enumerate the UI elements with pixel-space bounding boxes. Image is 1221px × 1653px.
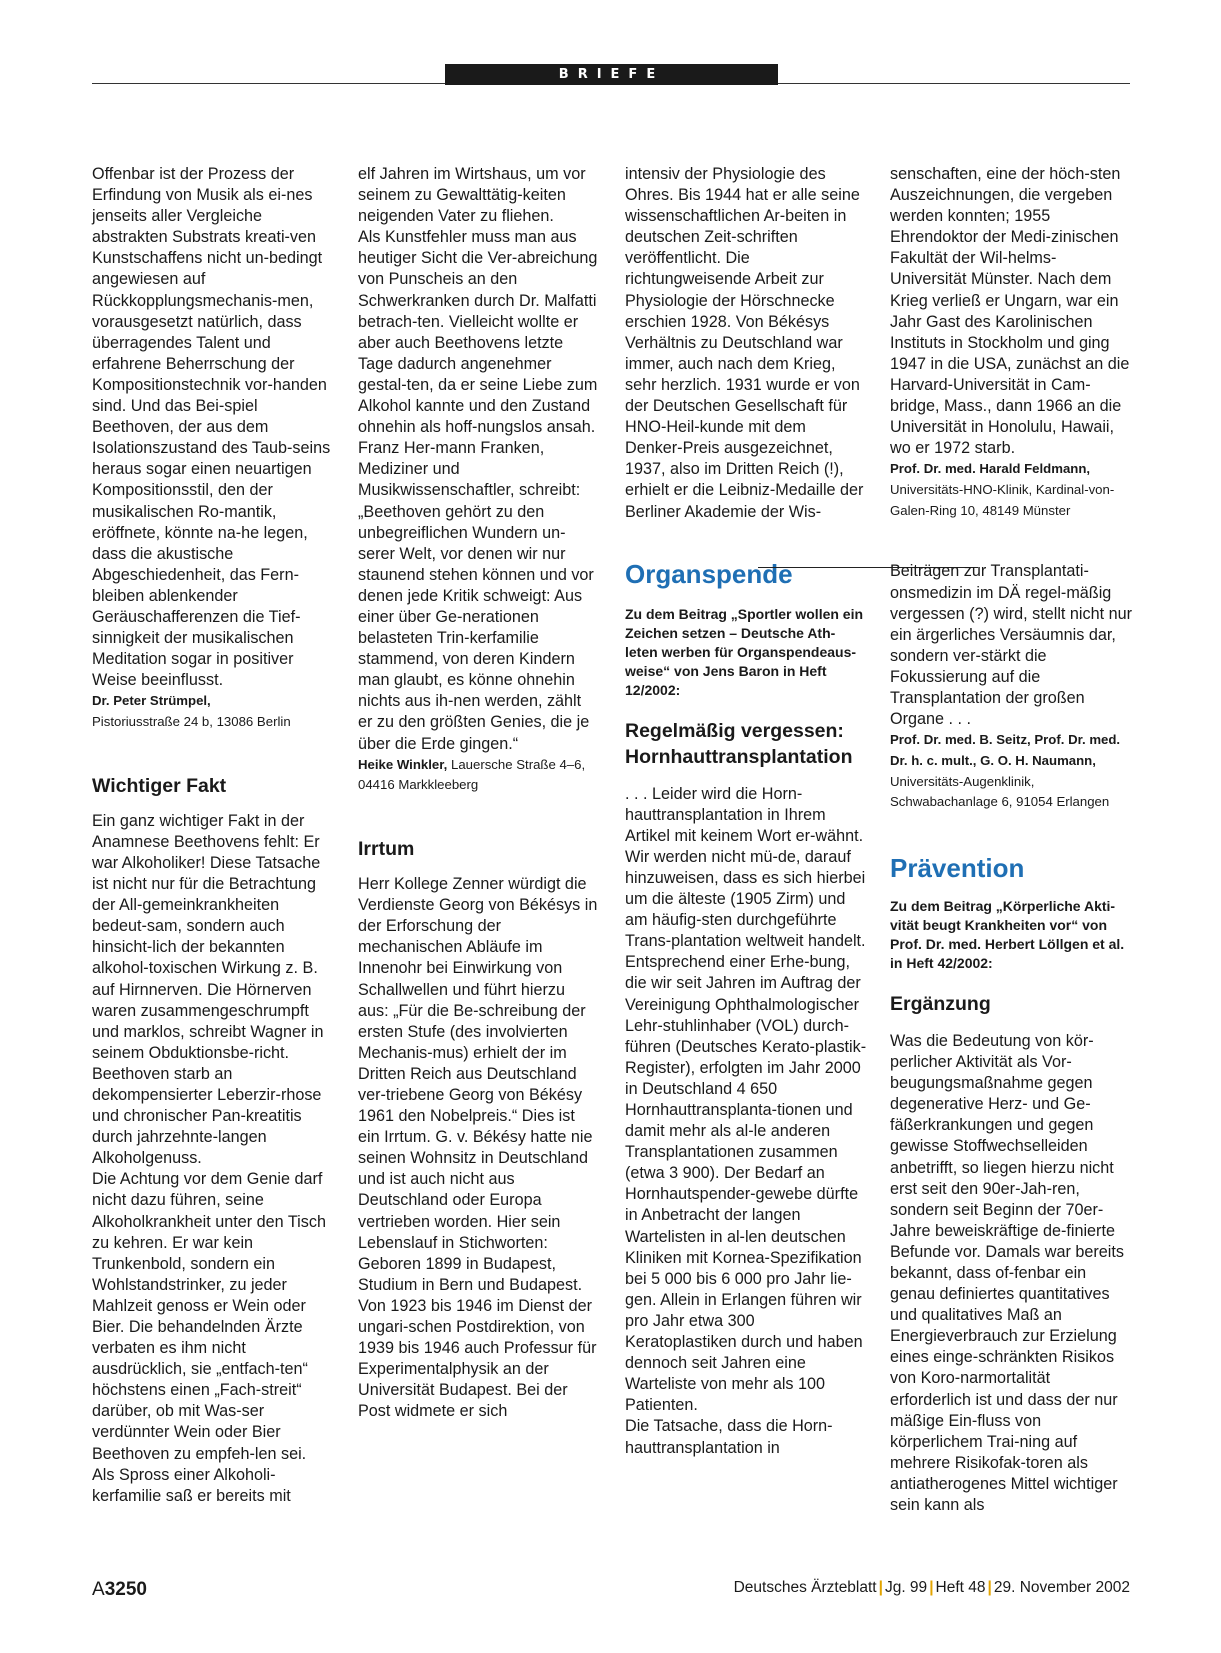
letter-text: Beiträgen zur Transplantati-onsmedizin im DÄ regel-mäßig vergessen (?) wird, stellt nicht nur ein ärgerliches Versäumnis dar, sondern ver-stärkt die Fokussierung auf die Transplantation der großen Organe . . . <box>890 562 1133 729</box>
journal-issue: Heft 48 <box>935 1579 986 1596</box>
letter-text: Herr Kollege Zenner würdigt die Verdienste Georg von Békésys in der Erforschung der mechanischen Abläufe im Innenohr bei Einwirkung von Schallwellen und führt hierzu aus: „Für die Be-schreibung der ersten Stufe (des involvierten Mechanis-mus) erhielt der im Dritten Reich aus Deutschland ver-triebene Georg von Békésy 1961 den Nobelpreis.“ Dies ist ein Irrtum. G. v. Békésy hatte nie seinen Wohnsitz in Deutschland und ist auch nicht aus Deutschland oder Europa vertrieben worden. Hier sein Lebenslauf in Stichworten: Geboren 1899 in Budapest, Studium in Bern und Budapest. Von 1923 bis 1946 im Dienst der ungari-schen Postdirektion, von 1939 bis 1946 auch Professur für Experimentalphysik an der Universität Budapest. Bei der Post widmete er sich <box>358 875 598 1421</box>
page-number-value: 3250 <box>104 1579 147 1600</box>
intro-reference: Zu dem Beitrag „Körperliche Akti-vität beugt Krankheiten vor“ von Prof. Dr. med. Herbert Löllgen et al. in Heft 42/2002: <box>890 897 1125 971</box>
footer-separator: | <box>878 1579 883 1596</box>
heading-wichtiger-fakt: Wichtiger Fakt <box>92 774 227 797</box>
author-address: Lauersche Straße 4–6, 04416 Markkleeberg <box>358 756 586 793</box>
quote-text: „Beethoven gehört zu den unbegreiflichen Wundern un-serer Welt, vor denen wir nur staunend stehen können und vor denen jede Kritik schweigt: Aus einer über Ge-nerationen belasteten Trin-kerfamilie stammend, von deren Kindern man glaubt, es könne ohnehin nichts aus ih-nen werden, zählt er zu den größten Genies, die je über die Erde gingen.“ <box>358 502 594 753</box>
author-address: Pistoriusstraße 24 b, 13086 Berlin <box>92 714 291 730</box>
signature <box>92 691 334 732</box>
letter-text: Was die Bedeutung von kör-perlicher Aktivität als Vor-beugungsmaßnahme gegen degenerative Herz- und Ge-fäßerkrankungen und gegen gewisse Stoffwechselleiden anbetrifft, so liegen hierzu nicht erst seit den 90er-Jah-ren, sondern seit Beginn der 70er-Jahre beweiskräftige de-finierte Befunde vor. Damals war bereits bekannt, dass of-fenbar ein genau definiertes quantitatives und qualitatives Maß an Energieverbrauch zur Erzielung eines einge-schränkten Risikos von Koro-narmortalität erforderlich ist und dass der nur mäßige Ein-fluss von körperlichem Trai-ning auf mehrere Risikofak-toren als antiatherogenes Mittel wichtiger sein kann als <box>890 1031 1124 1515</box>
section-header: BRIEFE <box>445 64 778 85</box>
author-name: Heike Winkler, <box>358 756 448 772</box>
journal-footer <box>734 1579 1130 1597</box>
journal-name: Deutsches Ärzteblatt <box>733 1579 877 1596</box>
letter-text: Ein ganz wichtiger Fakt in der Anamnese Beethovens fehlt: Er war Alkoholiker! Diese Tatsache ist nicht nur für die Betrachtung der All-gemeinkrankheiten bedeut-sam, sondern auch hinsicht-lich der bekannten alkohol-toxischen Wirkung z. B. auf Hirnnerven. Die Hörnerven waren zusammengeschrumpft und marklos, schreibt Wagner in seinem Obduktionsbe-richt. Beethoven starb an dekompensierter Leberzir-rhose und chronischer Pan-kreatitis durch jahrzehnte-langen Alkoholgenuss. <box>92 811 324 1168</box>
letter-text: senschaften, eine der höch-sten Auszeichnungen, die vergeben werden konnten; 1955 Ehrendoktor der Medi-zinischen Fakultät der Wil-helms-Universität Münster. Nach dem Krieg verließ er Ungarn, war ein Jahr Gast des Karolinischen Instituts in Stockholm und ging 1947 in die USA, zunächst an die Harvard-Universität in Cam-bridge, Mass., dann 1966 an die Universität in Honolulu, Hawaii, wo er 1972 starb. <box>890 165 1130 458</box>
column-4 <box>890 164 1132 1516</box>
author-name: Dr. Peter Strümpel, <box>92 693 211 709</box>
letter-text: . . . Leider wird die Horn-hauttransplantation in Ihrem Artikel mit keinem Wort er-wähnt. Wir werden nicht mü-de, darauf hinzuweisen, dass es sich hierbei um die älteste (1905 Zirm) und am häufig-sten durchgeführte Trans-plantation weltweit handelt. Entsprechend einer Erhe-bung, die wir seit Jahren im Auftrag der Vereinigung Ophthalmologischer Lehr-stuhlinhaber (VOL) durch-führen (Deutsches Kerato-plastik-Register), erfolgten im Jahr 2000 in Deutschland 4 650 Hornhauttransplanta-tionen und damit mehr als al-le anderen Transplantationen zusammen (etwa 3 900). Der Bedarf an Hornhautspender-gewebe dürfte in Anbetracht der langen Wartelisten in al-len deutschen Kliniken mit Kornea-Spezifikation bei 5 000 bis 6 000 pro Jahr lie-gen. Allein in Erlangen führen wir pro Jahr etwa 300 Keratoplastiken durch und haben dennoch seit Jahren eine Warteliste von mehr als 100 Patienten. <box>625 784 867 1415</box>
journal-date: 29. November 2002 <box>993 1579 1130 1596</box>
heading-ergaenzung: Ergänzung <box>890 992 991 1015</box>
author-address: Universitäts-Augenklinik, Schwabachanlage 6, 91054 Erlangen <box>890 773 1110 810</box>
author-address: Universitäts-HNO-Klinik, Kardinal-von-Galen-Ring 10, 48149 Münster <box>890 482 1115 518</box>
letter-text: Die Achtung vor dem Genie darf nicht dazu führen, seine Alkoholkrankheit unter den Tisch zu kehren. Er war kein Trunkenbold, sondern ein Wohlstandstrinker, zu jeder Mahlzeit genoss er Wein oder Bier. Die behandelnden Ärzte verbaten es ihm nicht ausdrücklich, sie „entfach-ten“ höchstens einen „Fach-streit“ darüber, ob mit Was-ser verdünnter Wein oder Bier Beethoven zu empfeh-len sei. <box>92 1170 326 1463</box>
intro-reference: Zu dem Beitrag „Sportler wollen ein Zeichen setzen – Deutsche Ath-leten werben für Organspendeaus-weise“ von Jens Baron in Heft 12/2002: <box>625 605 864 698</box>
letter-text: Als Spross einer Alkoholi-kerfamilie saß er bereits mit <box>92 1465 291 1505</box>
heading-irrtum: Irrtum <box>358 838 415 861</box>
letter-text: elf Jahren im Wirtshaus, um vor seinem zu Gewalttätig-keiten neigenden Vater zu fliehen. <box>358 165 586 226</box>
signature <box>890 459 1132 521</box>
page-number <box>92 1579 147 1601</box>
heading-organspende: Organspende <box>625 558 793 589</box>
letter-text: Offenbar ist der Prozess der Erfindung von Musik als ei-nes jenseits aller Vergleiche abstrakten Substrats kreati-ven Kunstschaffens nicht un-bedingt angewiesen auf Rückkopplungsmechanis-men, vorausgesetzt natürlich, dass überragendes Talent und erfahrene Beherrschung der Kompositionstechnik vor-handen sind. Und das Bei-spiel Beethoven, der aus dem Isolationszustand des Taub-seins heraus sogar einen neuartigen Kompositionsstil, den der musikalischen Ro-mantik, eröffnete, könnte na-he legen, dass die akustische Abgeschiedenheit, das Fern-bleiben ablenkender Geräuschafferenzen die Tief-sinnigkeit der musikalischen Meditation sogar in positiver Weise beeinflusst. <box>92 165 331 690</box>
letter-text: intensiv der Physiologie des Ohres. Bis 1944 hat er alle seine wissenschaftlichen Ar-beiten in deutschen Zeit-schriften veröffentlicht. Die richtungweisende Arbeit zur Physiologie der Hörschnecke erschien 1928. Von Békésys Verhältnis zu Deutschland war immer, auch nach dem Krieg, sehr herzlich. 1931 wurde er von der Deutschen Gesellschaft für HNO-Heil-kunde mit dem Denker-Preis ausgezeichnet, 1937, also im Dritten Reich (!), erhielt er die Leibniz-Medaille der Berliner Akademie der Wis- <box>625 165 864 521</box>
letter-text: Als Kunstfehler muss man aus heutiger Sicht die Ver-abreichung von Punscheis an den Schwerkranken durch Dr. Malfatti betrach-ten. Vielleicht wollte er aber auch Beethovens letzte Tage dadurch angenehmer gestal-ten, da er seine Liebe zum Alkohol kannte und den Zustand ohnehin als hoff-nungslos ansah. Franz Her-mann Franken, Mediziner und Musikwissenschaftler, schreibt: <box>358 228 598 500</box>
author-name: Prof. Dr. med. B. Seitz, Prof. Dr. med. Dr. h. c. mult., G. O. H. Naumann, <box>890 732 1121 768</box>
letter-text: Die Tatsache, dass die Horn-hauttransplantation in <box>625 1417 833 1457</box>
column-2 <box>358 164 600 1422</box>
page-prefix: A <box>92 1579 105 1600</box>
signature <box>890 730 1132 813</box>
journal-volume: Jg. 99 <box>884 1579 928 1596</box>
column-1 <box>92 164 334 1507</box>
heading-regelmaessig-vergessen: Regelmäßig vergessen: Hornhauttransplantation <box>625 719 853 768</box>
heading-praevention: Prävention <box>890 852 1025 883</box>
footer-separator: | <box>929 1579 934 1596</box>
signature <box>358 755 600 796</box>
column-3 <box>625 164 867 1459</box>
author-name: Prof. Dr. med. Harald Feldmann, <box>890 461 1091 477</box>
footer-separator: | <box>987 1579 992 1596</box>
